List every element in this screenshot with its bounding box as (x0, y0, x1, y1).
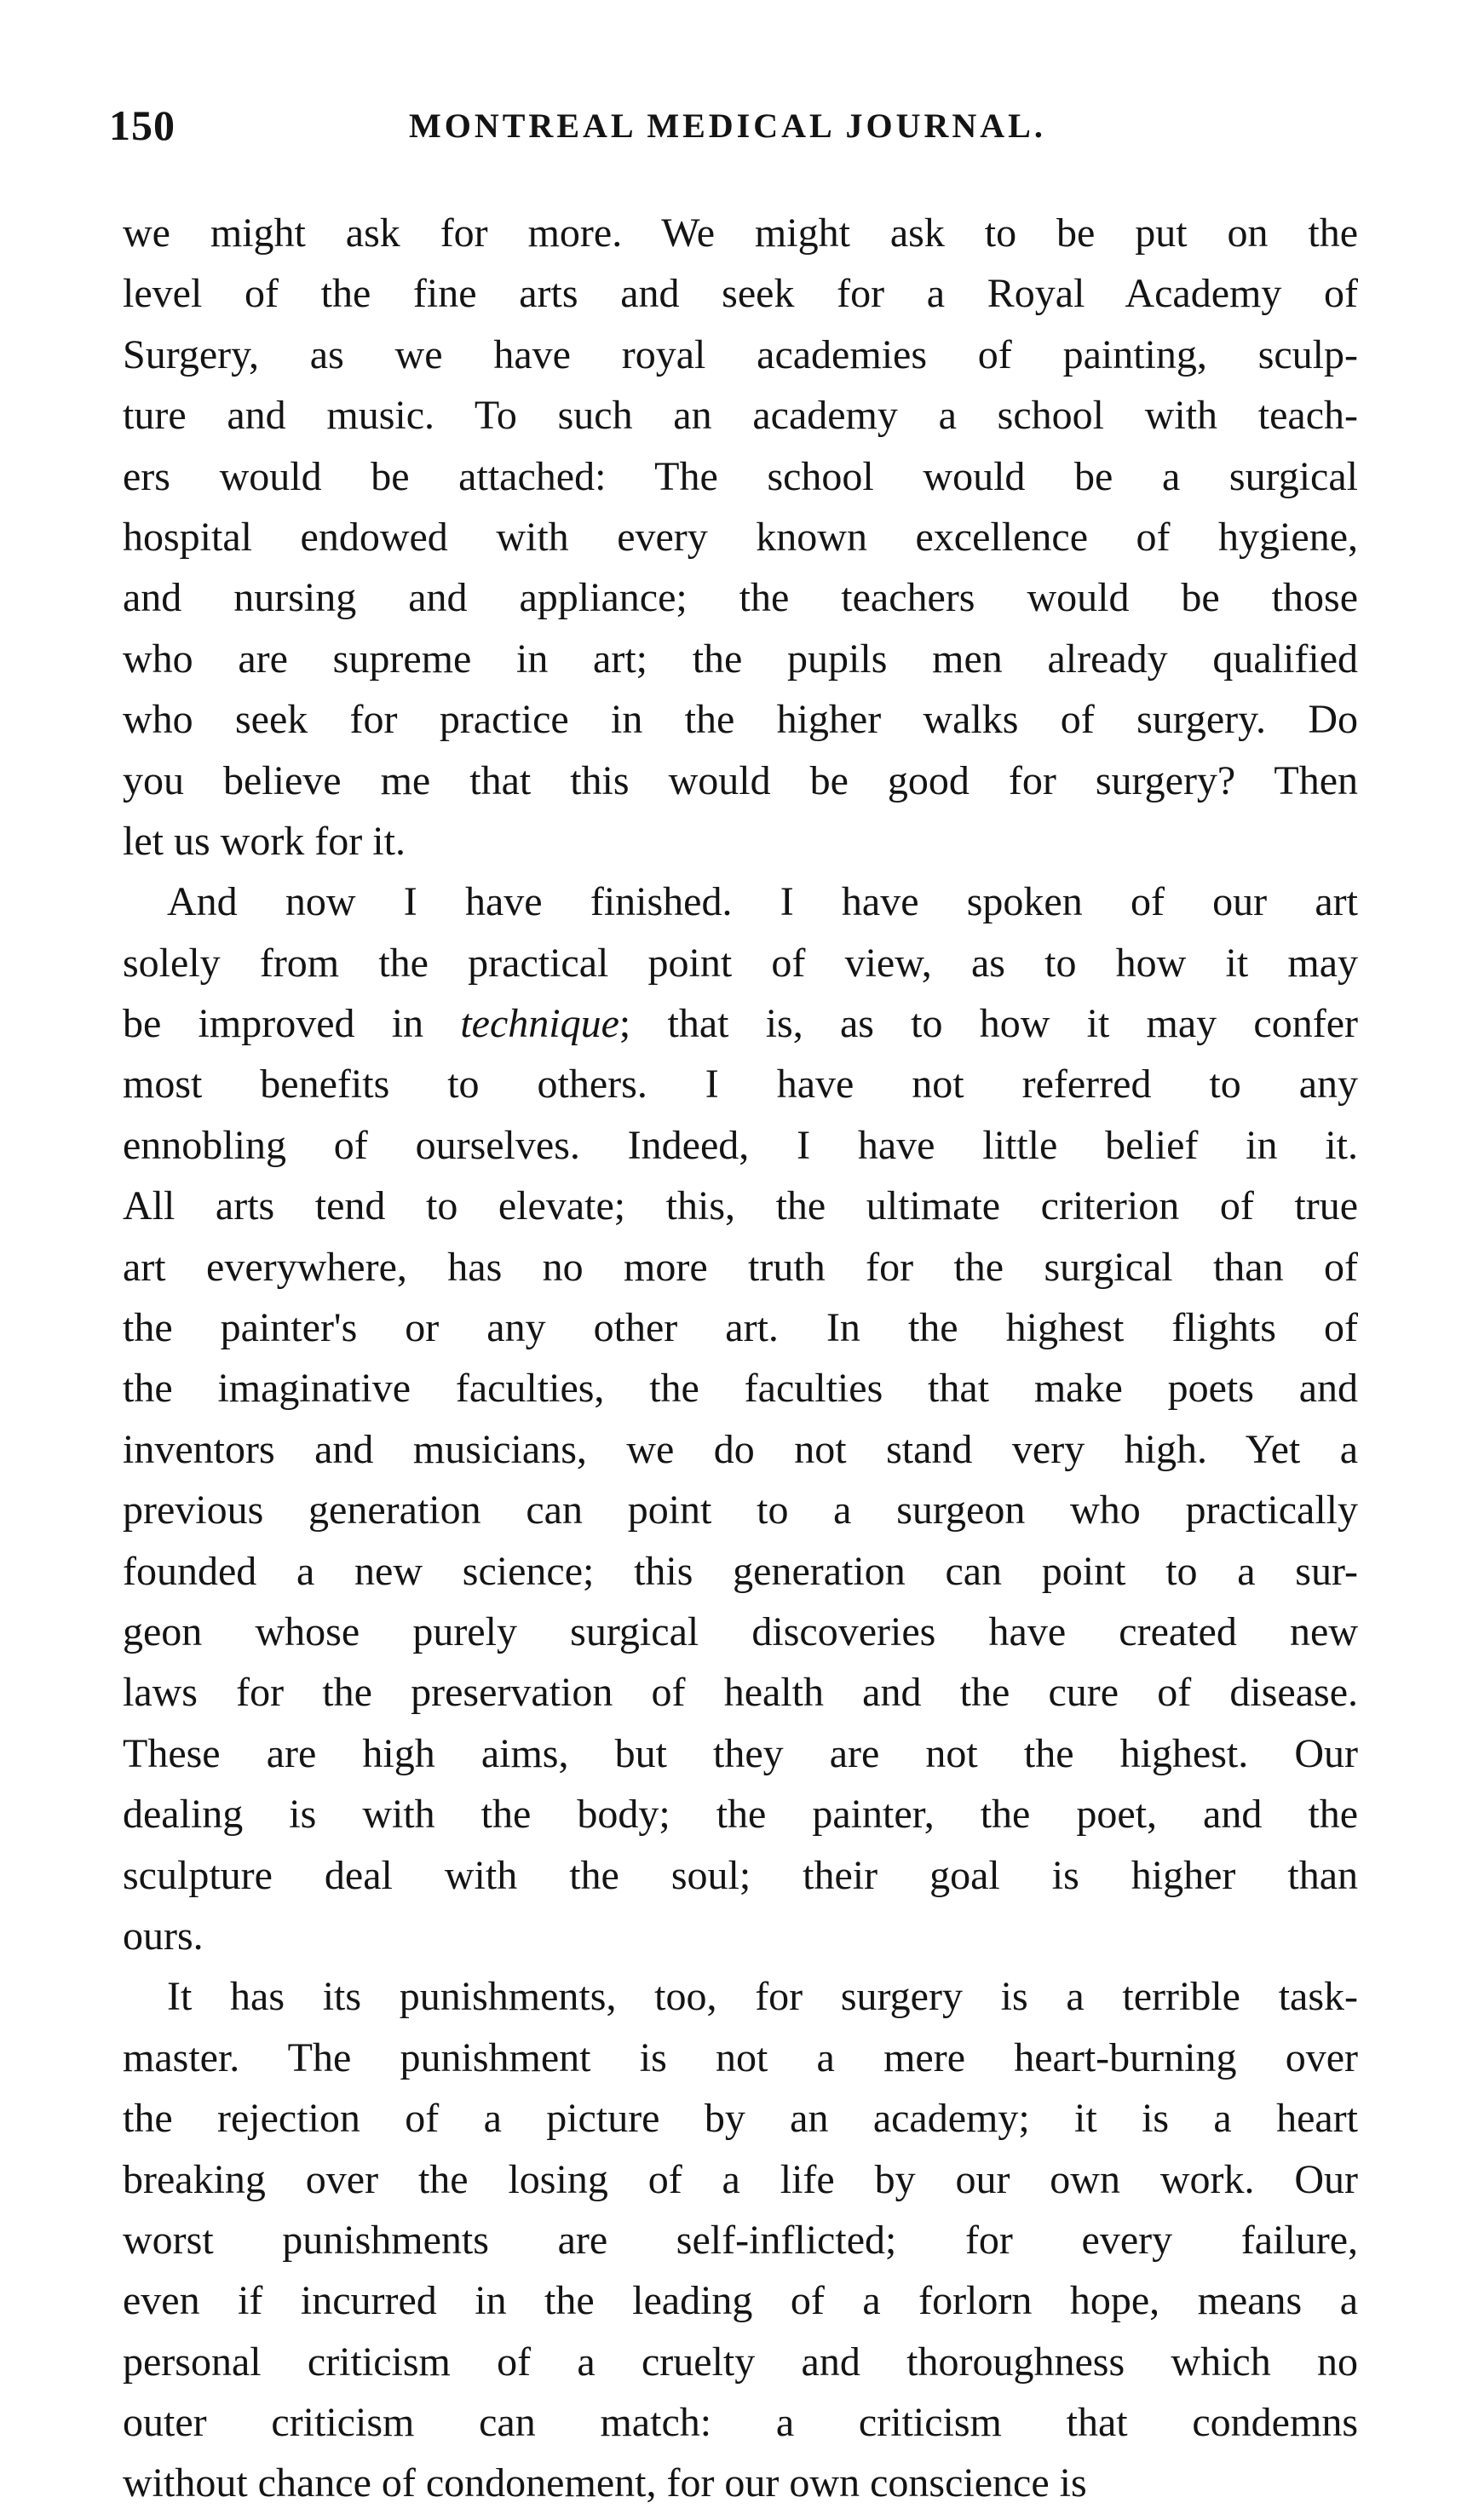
body-text (123, 203, 1358, 2514)
text-line: ers would be attached: The school would be a surgical (123, 453, 1358, 499)
text-line: you believe me that this would be good for surgery? Then (123, 757, 1358, 803)
text-line: the rejection of a picture by an academy; it is a heart (123, 2096, 1358, 2142)
text-line: Surgery, as we have royal academies of painting, sculp- (123, 331, 1358, 377)
text-line: inventors and musicians, we do not stand very high. Yet a (123, 1426, 1358, 1472)
text-line: breaking over the losing of a life by our own work. Our (123, 2156, 1358, 2202)
text-line: the painter's or any other art. In the highest flights of (123, 1305, 1358, 1351)
page-number: 150 (109, 101, 175, 149)
text-line: previous generation can point to a surgeon who practically (123, 1487, 1358, 1533)
text-line: ours. (123, 1913, 204, 1959)
text-line: hospital endowed with every known excellence of hygiene, (123, 514, 1358, 560)
text-line: geon whose purely surgical discoveries have created new (123, 1608, 1358, 1654)
text-line: without chance of condonement, for our own conscience is (123, 2460, 1087, 2506)
text-line: who seek for practice in the higher walks of surgery. Do (123, 697, 1358, 743)
paragraph (123, 1966, 1358, 2514)
text-line: art everywhere, has no more truth for the surgical than of (123, 1244, 1358, 1290)
text-line: outer criticism can match: a criticism that condemns (123, 2400, 1358, 2446)
text-line: personal criticism of a cruelty and thoroughness which no (123, 2339, 1358, 2385)
text-line: who are supreme in art; the pupils men already qualified (123, 636, 1358, 682)
text-line: These are high aims, but they are not the highest. Our (123, 1730, 1358, 1776)
paragraph (123, 872, 1358, 1966)
running-title: MONTREAL MEDICAL JOURNAL. (409, 106, 1046, 145)
text-line: dealing is with the body; the painter, the poet, and the (123, 1792, 1358, 1838)
text-line: master. The punishment is not a mere heart-burning over (123, 2034, 1358, 2080)
text-line: level of the fine arts and seek for a Royal Academy of (123, 271, 1358, 317)
text-line: most benefits to others. I have not referred to any (123, 1062, 1358, 1108)
text-line: solely from the practical point of view, as to how it may (123, 940, 1358, 986)
text-line: ennobling of ourselves. Indeed, I have little belief in it. (123, 1122, 1358, 1168)
text-line: All arts tend to elevate; this, the ultimate criterion of true (123, 1183, 1358, 1229)
text-line: and nursing and appliance; the teachers would be those (123, 575, 1358, 621)
text-line: laws for the preservation of health and the cure of disease. (123, 1670, 1358, 1716)
text-line: let us work for it. (123, 818, 406, 864)
text-line: worst punishments are self-inflicted; for every failure, (123, 2217, 1358, 2263)
page-header (109, 101, 1370, 160)
text-line: And now I have finished. I have spoken of our art (167, 879, 1358, 925)
text-line: founded a new science; this generation can point to a sur- (123, 1548, 1358, 1594)
text-line: sculpture deal with the soul; their goal is higher than (123, 1852, 1358, 1898)
text-line: the imaginative faculties, the faculties that make poets and (123, 1366, 1358, 1412)
paragraph (123, 203, 1358, 872)
text-line: we might ask for more. We might ask to be put on the (123, 210, 1358, 256)
text-line: even if incurred in the leading of a forlorn hope, means a (123, 2278, 1358, 2324)
text-line: ture and music. To such an academy a school with teach- (123, 393, 1358, 439)
text-line: It has its punishments, too, for surgery is a terrible task- (167, 1974, 1358, 2020)
text-line: be improved in technique; that is, as to how it may confer (123, 1001, 1358, 1047)
